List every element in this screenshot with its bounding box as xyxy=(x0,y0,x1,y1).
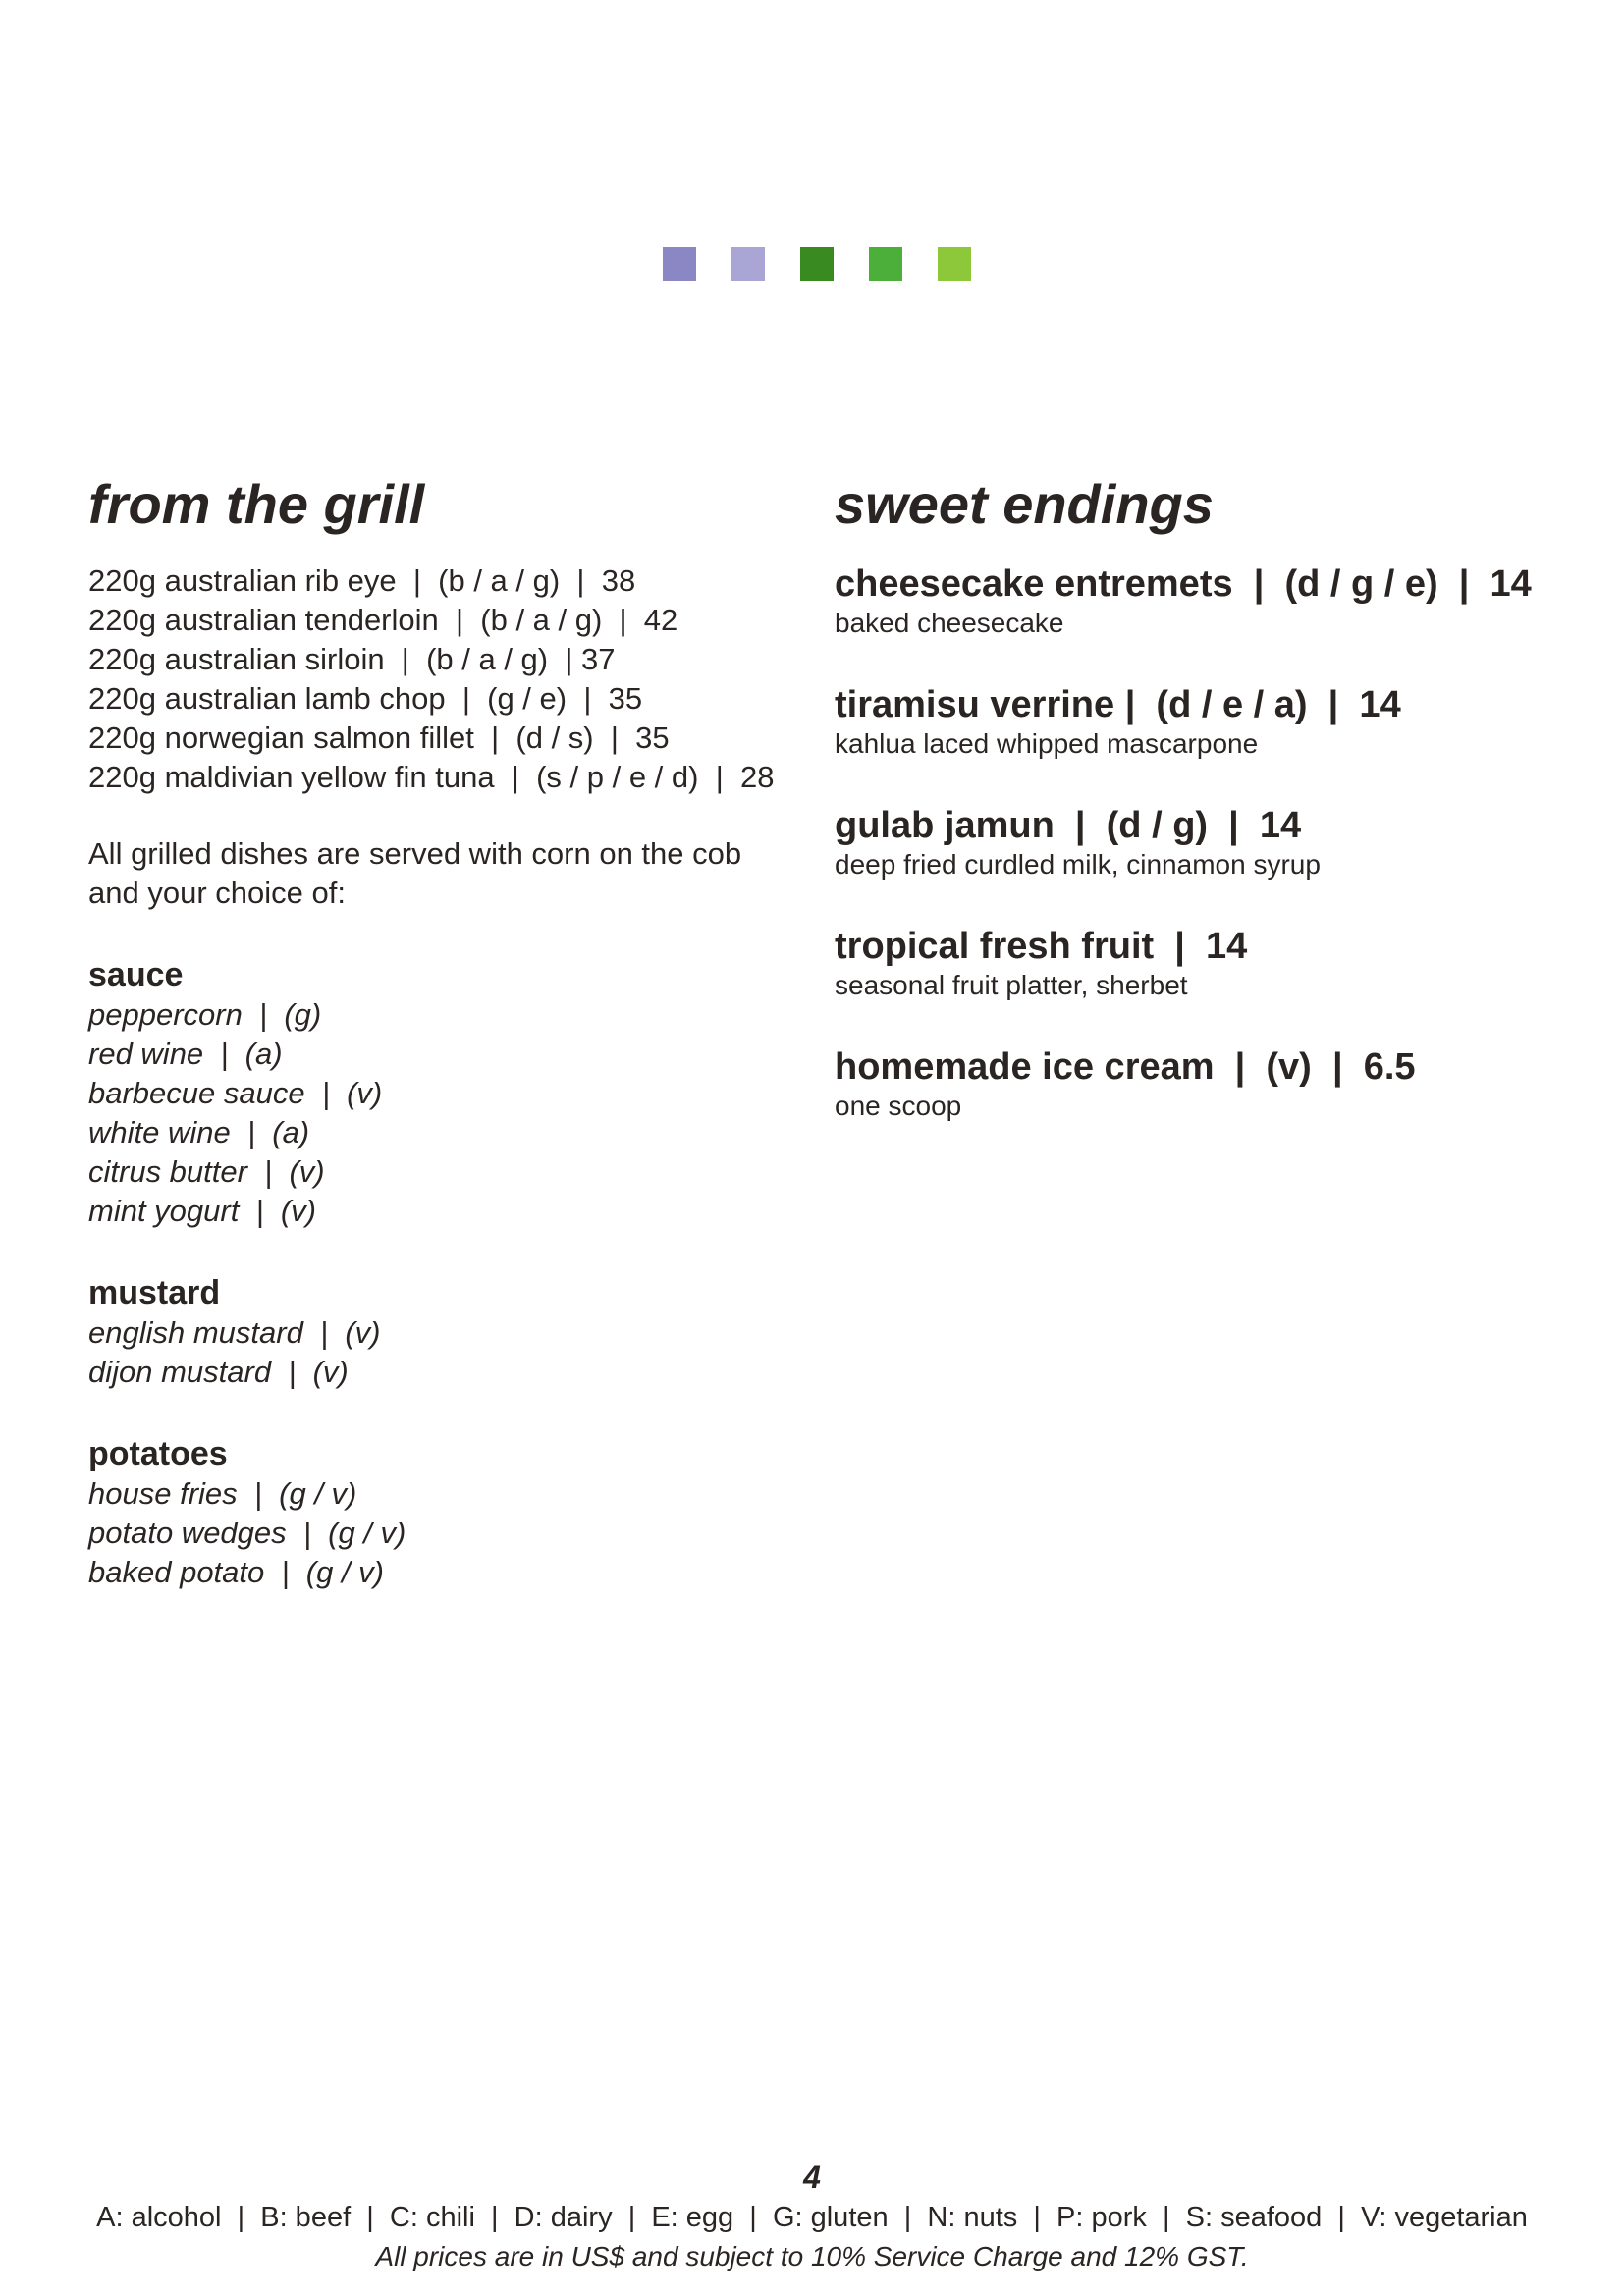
desserts-title: sweet endings xyxy=(835,473,1214,535)
grill-column xyxy=(88,471,835,1592)
grill-note-line: and your choice of: xyxy=(88,876,346,910)
dessert-desc: one scoop xyxy=(835,1091,962,1121)
allergen-legend: A: alcohol | B: beef | C: chili | D: dairy | E: egg | G: gluten | N: nuts | P: pork | S: seafood | V: vegetarian xyxy=(96,2202,1528,2233)
potatoes-group xyxy=(88,1433,835,1592)
square-5 xyxy=(938,247,971,281)
sauce-item: white wine | (a) xyxy=(88,1115,310,1149)
page-footer xyxy=(0,2158,1624,2275)
potatoes-item: house fries | (g / v) xyxy=(88,1476,357,1511)
grill-item: 220g norwegian salmon fillet | (d / s) | 35 xyxy=(88,721,670,755)
sauce-item: mint yogurt | (v) xyxy=(88,1194,316,1228)
grill-title: from the grill xyxy=(88,473,425,535)
grill-item: 220g maldivian yellow fin tuna | (s / p / e / d) | 28 xyxy=(88,760,775,794)
sauce-item: citrus butter | (v) xyxy=(88,1154,325,1189)
square-1 xyxy=(663,247,696,281)
potatoes-item: baked potato | (g / v) xyxy=(88,1555,384,1589)
dessert-desc: kahlua laced whipped mascarpone xyxy=(835,728,1259,759)
dessert-item xyxy=(835,924,1581,1002)
square-2 xyxy=(731,247,765,281)
dessert-name: tropical fresh fruit | 14 xyxy=(835,926,1248,967)
mustard-item: english mustard | (v) xyxy=(88,1315,381,1350)
dessert-desc: deep fried curdled milk, cinnamon syrup xyxy=(835,849,1321,880)
page-number: 4 xyxy=(803,2160,821,2195)
sauce-item: red wine | (a) xyxy=(88,1037,283,1071)
desserts-column xyxy=(835,471,1581,1165)
dessert-item xyxy=(835,682,1581,761)
mustard-group xyxy=(88,1272,835,1392)
dessert-item xyxy=(835,561,1581,640)
grill-items xyxy=(88,561,835,797)
dessert-desc: seasonal fruit platter, sherbet xyxy=(835,970,1188,1000)
mustard-title: mustard xyxy=(88,1274,221,1311)
dessert-desc: baked cheesecake xyxy=(835,608,1064,638)
grill-item: 220g australian lamb chop | (g / e) | 35 xyxy=(88,681,643,716)
dessert-item xyxy=(835,803,1581,881)
sauce-item: peppercorn | (g) xyxy=(88,997,322,1032)
dessert-name: cheesecake entremets | (d / g / e) | 14 xyxy=(835,563,1532,605)
grill-item: 220g australian sirloin | (b / a / g) | 37 xyxy=(88,642,616,676)
mustard-item: dijon mustard | (v) xyxy=(88,1355,349,1389)
square-3 xyxy=(800,247,834,281)
price-disclaimer: All prices are in US$ and subject to 10% Service Charge and 12% GST. xyxy=(375,2241,1249,2271)
sauce-group xyxy=(88,954,835,1231)
dessert-name: gulab jamun | (d / g) | 14 xyxy=(835,805,1302,846)
grill-item: 220g australian rib eye | (b / a / g) | 38 xyxy=(88,563,636,598)
dessert-item xyxy=(835,1044,1581,1123)
grill-note xyxy=(88,834,776,913)
decorative-squares xyxy=(0,247,1624,281)
grill-note-line: All grilled dishes are served with corn on the cob xyxy=(88,836,742,871)
potatoes-item: potato wedges | (g / v) xyxy=(88,1516,406,1550)
grill-item: 220g australian tenderloin | (b / a / g) | 42 xyxy=(88,603,678,637)
sauce-title: sauce xyxy=(88,956,184,993)
dessert-name: tiramisu verrine | (d / e / a) | 14 xyxy=(835,684,1401,725)
square-4 xyxy=(869,247,902,281)
potatoes-title: potatoes xyxy=(88,1435,228,1472)
sauce-item: barbecue sauce | (v) xyxy=(88,1076,383,1110)
dessert-name: homemade ice cream | (v) | 6.5 xyxy=(835,1046,1416,1088)
